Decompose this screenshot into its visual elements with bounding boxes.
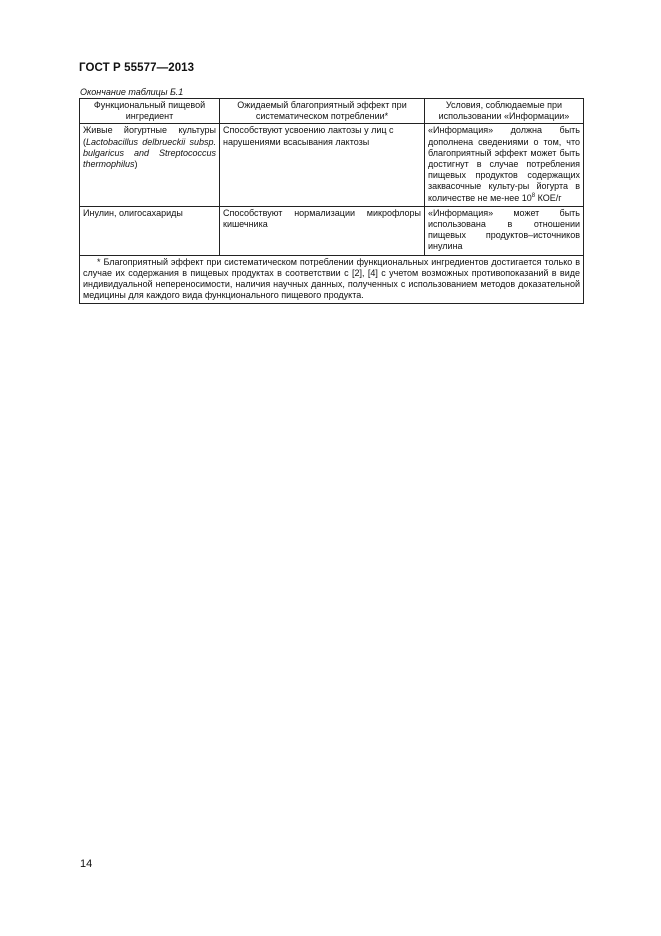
ingredient-latin-name: Lactobacillus delbrueckii subsp. bulgaricus and Streptococcus thermophilus [83,136,216,170]
ingredients-table [79,98,584,304]
conditions-exponent: 8 [531,192,536,199]
ingredient-suffix: ) [134,159,138,170]
cell-conditions [425,124,584,206]
table-caption: Окончание таблицы Б.1 [80,87,184,97]
cell-ingredient [80,124,220,206]
table-footnote: * Благоприятный эффект при систематическом потреблении функциональных ингредиентов достигается только в случае их содержания в пищевых продуктах в соответствии с [2], [4] с учетом возможных противопоказаний в виде индивидуальной непереносимости, наличия научных данных, полученных с использованием методов доказательной медицины для каждого вида функционального пищевого продукта. [80,255,584,304]
cell-effect: Способствуют нормализации микрофлоры кишечника [220,206,425,255]
page-number: 14 [80,858,93,870]
document-code: ГОСТ Р 55577—2013 [79,62,195,74]
column-header-conditions: Условия, соблюдаемые при использовании «Информации» [425,99,584,124]
cell-effect: Способствуют усвоению лактозы у лиц с нарушениями всасывания лактозы [220,124,425,206]
ingredient-prefix: Живые йогуртные культуры ( [83,125,216,147]
column-header-ingredient: Функциональный пищевой ингредиент [80,99,220,124]
cell-conditions: «Информация» может быть использована в отношении пищевых продуктов–источников инулина [425,206,584,255]
table-footnote-row [80,255,584,304]
cell-ingredient: Инулин, олигосахариды [80,206,220,255]
table-row [80,206,584,255]
conditions-text: «Информация» должна быть дополнена сведениями о том, что благоприятный эффект может быть достигнут в случае потребления пищевых продуктов содержащих заквасочные культу-ры йогурта в количестве не ме-нее 10 [428,125,580,203]
table-header-row [80,99,584,124]
conditions-unit: КОЕ/г [535,192,562,203]
table-row [80,124,584,206]
column-header-effect: Ожидаемый благоприятный эффект при систематическом потреблении* [220,99,425,124]
